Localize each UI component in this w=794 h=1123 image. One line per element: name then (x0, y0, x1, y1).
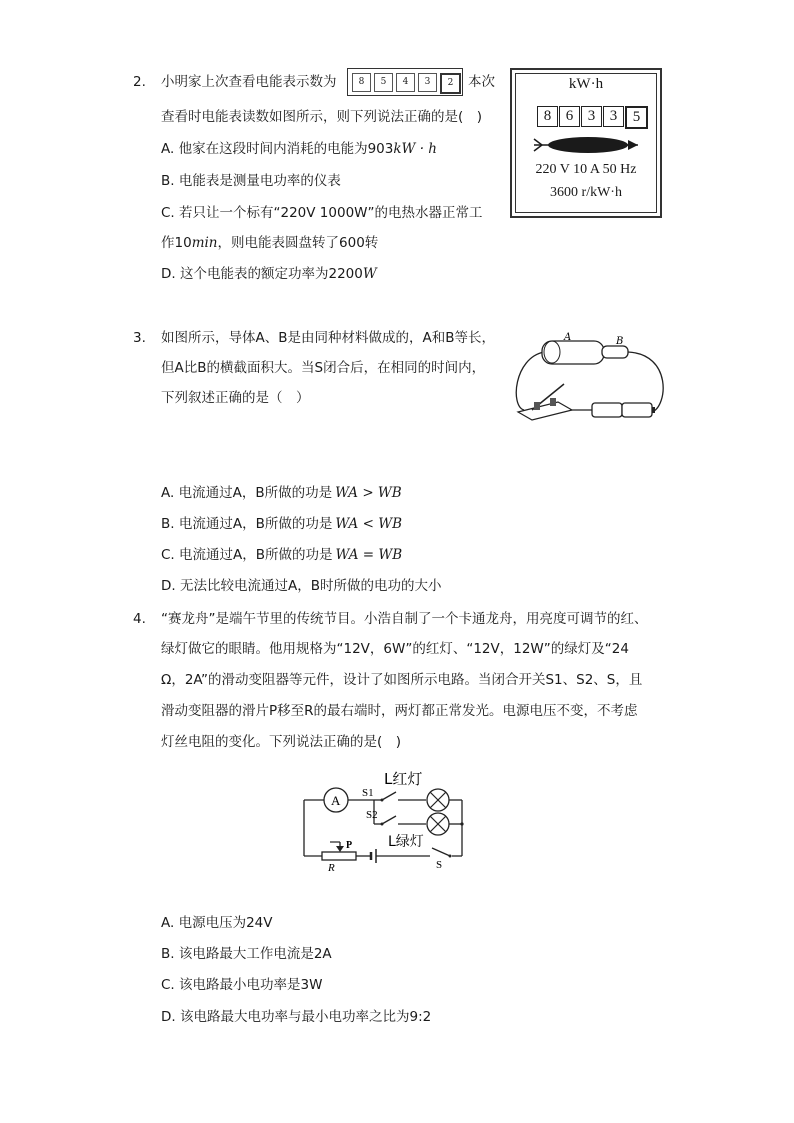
option-text: A. 他家在这段时间内消耗的电能为903 (161, 141, 394, 157)
q4-circuit-diagram (296, 762, 476, 874)
q4-option-a[interactable]: A. 电源电压为24V (161, 915, 273, 931)
fig-label-a: A (564, 332, 572, 343)
s-label: S (436, 859, 443, 871)
option-text: ，则电能表圆盘转了600转 (217, 235, 379, 251)
q4-stem-line1: “赛龙舟”是端午节里的传统节目。小浩自制了一个卡通龙舟，用亮度可调节的红、 (161, 611, 648, 627)
q3-conductor-circuit-figure (512, 330, 672, 426)
q2-stem-line1: 小明家上次查看电能表示数为 (161, 74, 337, 90)
q4-stem-line2: 绿灯做它的眼睛。他用规格为“12V，6W”的红灯、“12V，12W”的绿灯及“24 (161, 641, 629, 657)
q2-stem-line2: 查看时电能表读数如图所示，则下列说法正确的是( ) (161, 109, 483, 125)
electric-meter-figure (510, 68, 662, 218)
prev-digit: 4 (396, 73, 415, 92)
green-lamp-label: L绿灯 (388, 834, 424, 850)
red-lamp-label: L红灯 (384, 770, 423, 788)
option-text: 作10 (161, 235, 192, 251)
q2-previous-reading (347, 68, 463, 96)
option-unit: min (191, 235, 218, 251)
meter-digit: 3 (603, 106, 624, 127)
q3-option-c[interactable] (161, 546, 402, 564)
q4-option-b[interactable]: B. 该电路最大工作电流是2A (161, 946, 332, 962)
prev-digit: 8 (352, 73, 371, 92)
ammeter-label: A (331, 793, 341, 808)
prev-digit: 3 (418, 73, 437, 92)
rheostat-icon (322, 852, 356, 860)
meter-unit-label: kW·h (568, 76, 604, 92)
prev-digit: 5 (374, 73, 393, 92)
q4-number: 4. (133, 611, 146, 627)
q2-stem-line1-end: 本次 (468, 74, 495, 90)
q3-option-a[interactable] (161, 484, 402, 502)
fig-label-b: B (616, 336, 624, 347)
p-label: P (346, 840, 353, 851)
meter-spec-line1: 220 V 10 A 50 Hz (535, 162, 637, 177)
s1-label: S1 (362, 787, 374, 799)
q3-stem-line3: 下列叙述正确的是（ ） (161, 390, 310, 406)
q2-option-a[interactable] (161, 140, 437, 158)
meter-rotating-disc-icon (530, 132, 642, 158)
option-relation: WA < WB (335, 516, 402, 532)
s2-label: S2 (366, 809, 378, 821)
meter-digit: 6 (559, 106, 580, 127)
q4-option-d[interactable]: D. 该电路最大电功率与最小电功率之比为9:2 (161, 1009, 432, 1025)
q2-option-c-line1[interactable]: C. 若只让一个标有“220V 1000W”的电热水器正常工 (161, 205, 483, 221)
q2-option-d[interactable] (161, 265, 377, 283)
q2-option-b[interactable]: B. 电能表是测量电功率的仪表 (161, 173, 341, 189)
option-text: C. 电流通过A，B所做的功是 (161, 547, 333, 563)
meter-digit: 8 (537, 106, 558, 127)
q4-stem-line4: 滑动变阻器的滑片P移至R的最右端时，两灯都正常发光。电源电压不变，不考虑 (161, 703, 638, 719)
q3-option-d[interactable]: D. 无法比较电流通过A，B时所做的电功的大小 (161, 578, 442, 594)
q2-number: 2. (133, 74, 146, 90)
option-text: D. 这个电能表的额定功率为2200 (161, 266, 363, 282)
meter-digit-decimal: 5 (625, 106, 648, 129)
q2-option-c-line2[interactable] (161, 234, 378, 252)
q4-option-c[interactable]: C. 该电路最小电功率是3W (161, 977, 323, 993)
q3-stem-line2: 但A比B的横截面积大。当S闭合后，在相同的时间内， (161, 360, 486, 376)
q4-stem-line3: Ω，2A”的滑动变阻器等元件，设计了如图所示电路。当闭合开关S1、S2、S，且 (161, 672, 643, 688)
prev-digit-decimal: 2 (440, 73, 461, 94)
option-relation: WA = WB (335, 547, 403, 563)
q3-number: 3. (133, 330, 146, 346)
option-text: A. 电流通过A，B所做的功是 (161, 485, 333, 501)
meter-spec-line2: 3600 r/kW·h (550, 185, 622, 200)
option-relation: WA > WB (335, 485, 402, 501)
r-label: R (328, 862, 335, 874)
option-unit: W (362, 266, 377, 282)
option-text: B. 电流通过A，B所做的功是 (161, 516, 333, 532)
meter-digit: 3 (581, 106, 602, 127)
q3-stem-line1: 如图所示，导体A、B是由同种材料做成的，A和B等长， (161, 330, 495, 346)
q3-option-b[interactable] (161, 515, 402, 533)
q4-stem-line5: 灯丝电阻的变化。下列说法正确的是( ) (161, 734, 402, 750)
option-unit: kW · h (393, 141, 437, 157)
